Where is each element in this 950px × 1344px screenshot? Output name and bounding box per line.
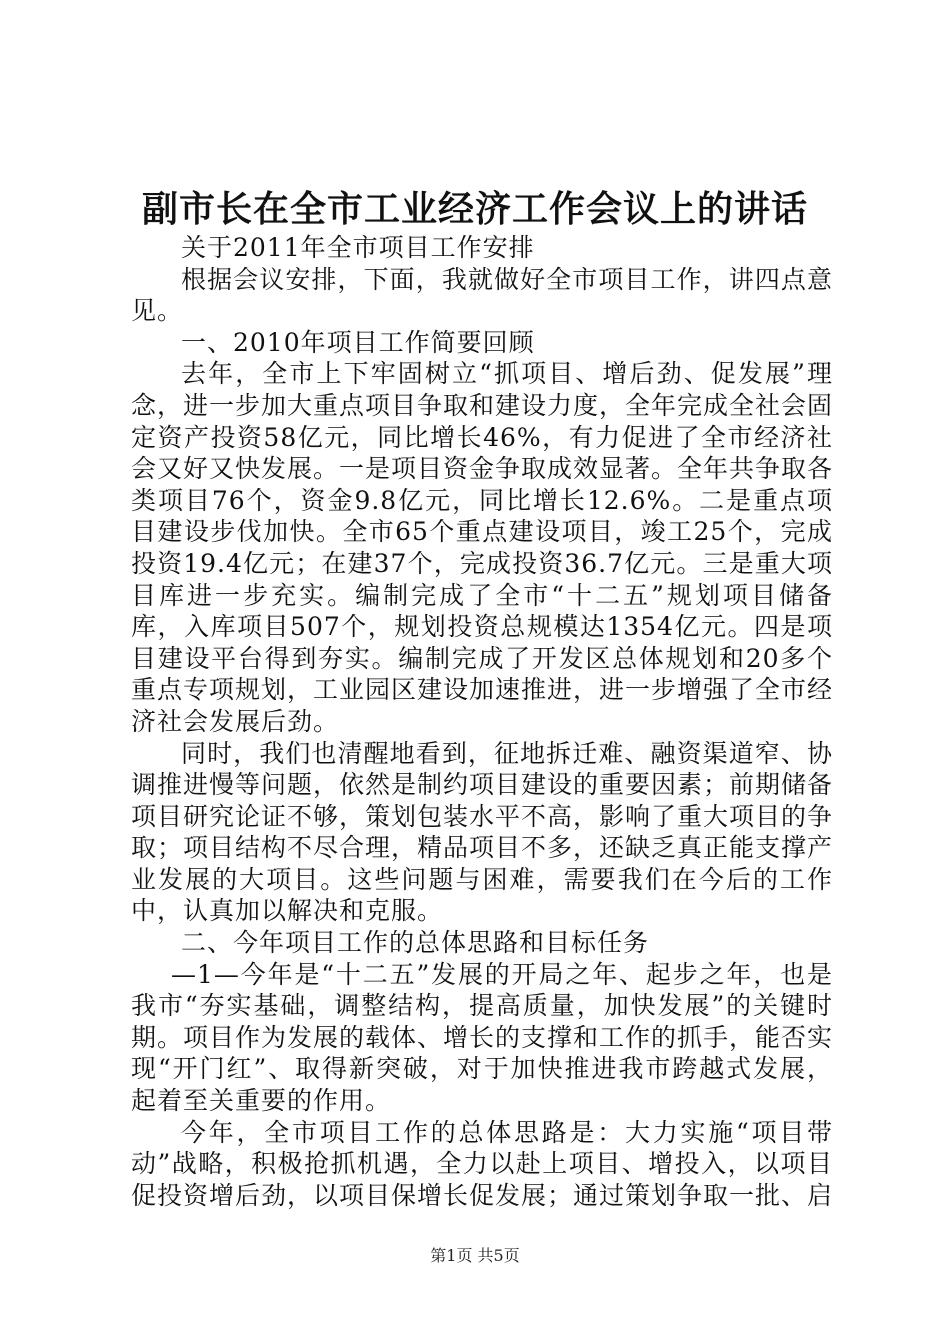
- paragraph-subtitle: 关于2011年全市项目工作安排: [181, 233, 535, 262]
- section-heading-2: 二、今年项目工作的总体思路和目标任务: [181, 928, 650, 958]
- paragraph-intro: 根据会议安排，下面，我就做好全市项目工作，讲四点意见。: [131, 264, 833, 326]
- page-footer: 第1页 共5页: [430, 1246, 520, 1265]
- section-heading-1: 一、2010年项目工作简要回顾: [181, 327, 535, 357]
- document-body: [131, 232, 833, 1211]
- paragraph: 今年，全市项目工作的总体思路是：大力实施“项目带动”战略，积极抢抓机遇，全力以赴上项目、增投入，以项目促投资增后劲，以项目保增长促发展；通过策划争取一批、启: [131, 1117, 834, 1210]
- paragraph: —1—今年是“十二五”发展的开局之年、起步之年，也是我市“夯实基础，调整结构，提高质量，加快发展”的关键时期。项目作为发展的载体、增长的支撑和工作的抓手，能否实现“开门红”、取得新突破，对于加快推进我市跨越式发展，起着至关重要的作用。: [131, 959, 834, 1116]
- paragraph: 去年，全市上下牢固树立“抓项目、增后劲、促发展”理念，进一步加大重点项目争取和建设力度，全年完成全社会固定资产投资58亿元，同比增长46%，有力促进了全市经济社会又好又快发展。一是项目资金争取成效显著。全年共争取各类项目76个，资金9.8亿元，同比增长12.6%。二是重点项目建设步伐加快。全市65个重点建设项目，竣工25个，完成投资19.4亿元；在建37个，完成投资36.7亿元。三是重大项目库进一步充实。编制完成了全市“十二五”规划项目储备库，入库项目507个，规划投资总规模达1354亿元。四是项目建设平台得到夯实。编制完成了开发区总体规划和20多个重点专项规划，工业园区建设加速推进，进一步增强了全市经济社会发展后劲。: [131, 359, 834, 736]
- paragraph: 同时，我们也清醒地看到，征地拆迁难、融资渠道窄、协调推进慢等问题，依然是制约项目建设的重要因素；前期储备项目研究论证不够，策划包装水平不高，影响了重大项目的争取；项目结构不尽合理，精品项目不多，还缺乏真正能支撑产业发展的大项目。这些问题与困难，需要我们在今后的工作中，认真加以解决和克服。: [131, 738, 834, 926]
- document-title: 副市长在全市工业经济工作会议上的讲话: [141, 188, 808, 230]
